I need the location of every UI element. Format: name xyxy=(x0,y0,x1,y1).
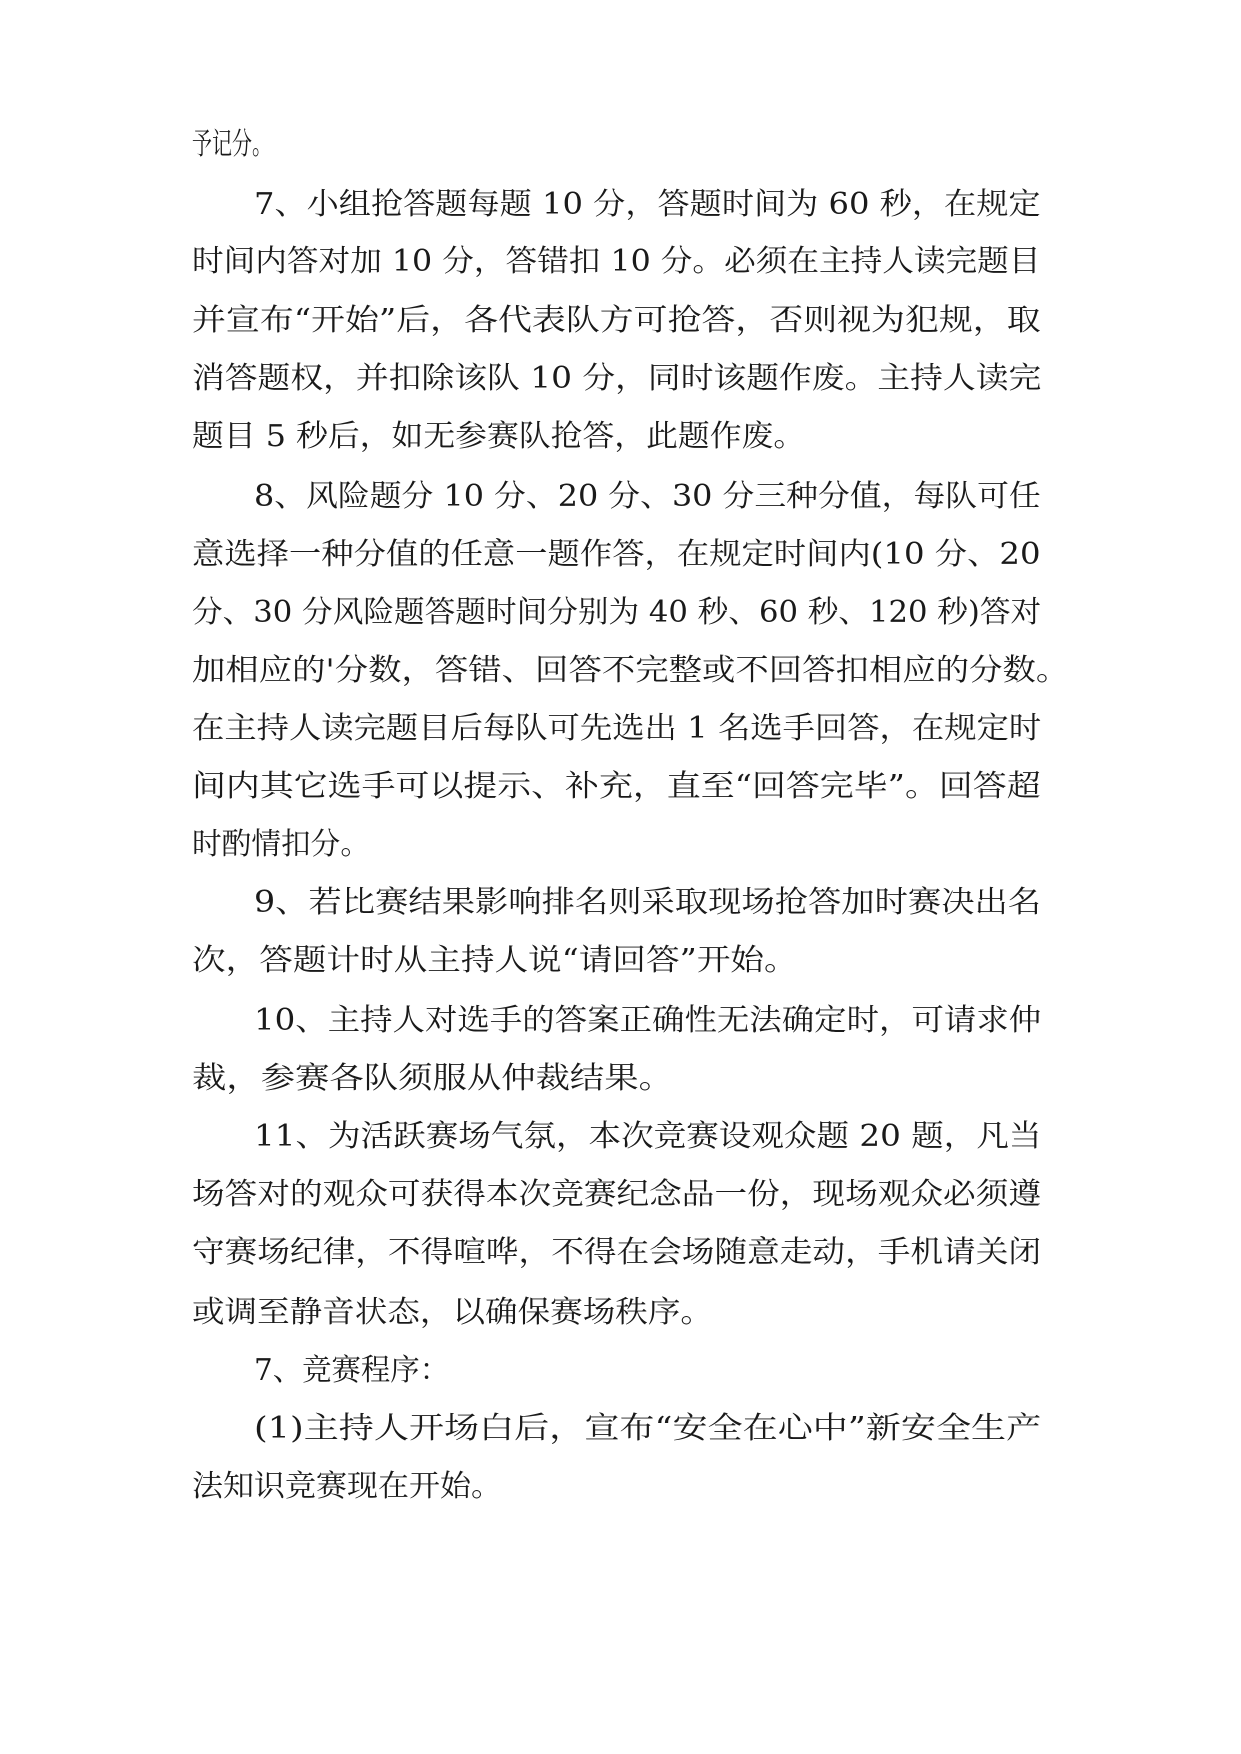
text-line: 时酌情扣分。 xyxy=(192,827,370,862)
text-line: 并宣布“开始”后，各代表队方可抢答，否则视为犯规，取 xyxy=(192,303,1041,338)
text-line: 7、竞赛程序： xyxy=(254,1353,450,1388)
text-line: 在主持人读完题目后每队可先选出 1 名选手回答，在规定时 xyxy=(192,711,1042,746)
text-line: 8、风险题分 10 分、20 分、30 分三种分值，每队可任 xyxy=(254,479,1041,514)
text-line: 11、为活跃赛场气氛，本次竞赛设观众题 20 题，凡当 xyxy=(254,1119,1042,1154)
text-line: 时间内答对加 10 分，答错扣 10 分。必须在主持人读完题目 xyxy=(192,244,1041,279)
text-line: 裁，参赛各队须服从仲裁结果。 xyxy=(192,1061,673,1096)
text-line: 消答题权，并扣除该队 10 分，同时该题作废。主持人读完 xyxy=(192,361,1042,396)
text-line: 法知识竞赛现在开始。 xyxy=(192,1469,502,1504)
text-line: 次，答题计时从主持人说“请回答”开始。 xyxy=(192,943,798,978)
text-line: 场答对的观众可获得本次竞赛纪念品一份，现场观众必须遵 xyxy=(192,1177,1041,1212)
text-line: (1)主持人开场白后，宣布“安全在心中”新安全生产 xyxy=(254,1411,1042,1446)
text-line: 9、若比赛结果影响排名则采取现场抢答加时赛决出名 xyxy=(254,885,1042,920)
text-line: 加相应的'分数，答错、回答不完整或不回答扣相应的分数。 xyxy=(192,653,1070,688)
text-line: 或调至静音状态，以确保赛场秩序。 xyxy=(192,1295,713,1330)
text-line: 分、30 分风险题答题时间分别为 40 秒、60 秒、120 秒)答对 xyxy=(192,595,1042,630)
text-line: 题目 5 秒后，如无参赛队抢答，此题作废。 xyxy=(192,419,806,454)
text-line: 意选择一种分值的任意一题作答，在规定时间内(10 分、20 xyxy=(192,537,1041,572)
text-line: 7、小组抢答题每题 10 分，答题时间为 60 秒，在规定 xyxy=(254,187,1041,222)
text-line: 予记分。 xyxy=(192,127,272,162)
text-line: 10、主持人对选手的答案正确性无法确定时，可请求仲 xyxy=(254,1003,1042,1038)
text-line: 守赛场纪律，不得喧哗，不得在会场随意走动，手机请关闭 xyxy=(192,1235,1041,1270)
text-line: 间内其它选手可以提示、补充，直至“回答完毕”。回答超 xyxy=(192,769,1041,804)
